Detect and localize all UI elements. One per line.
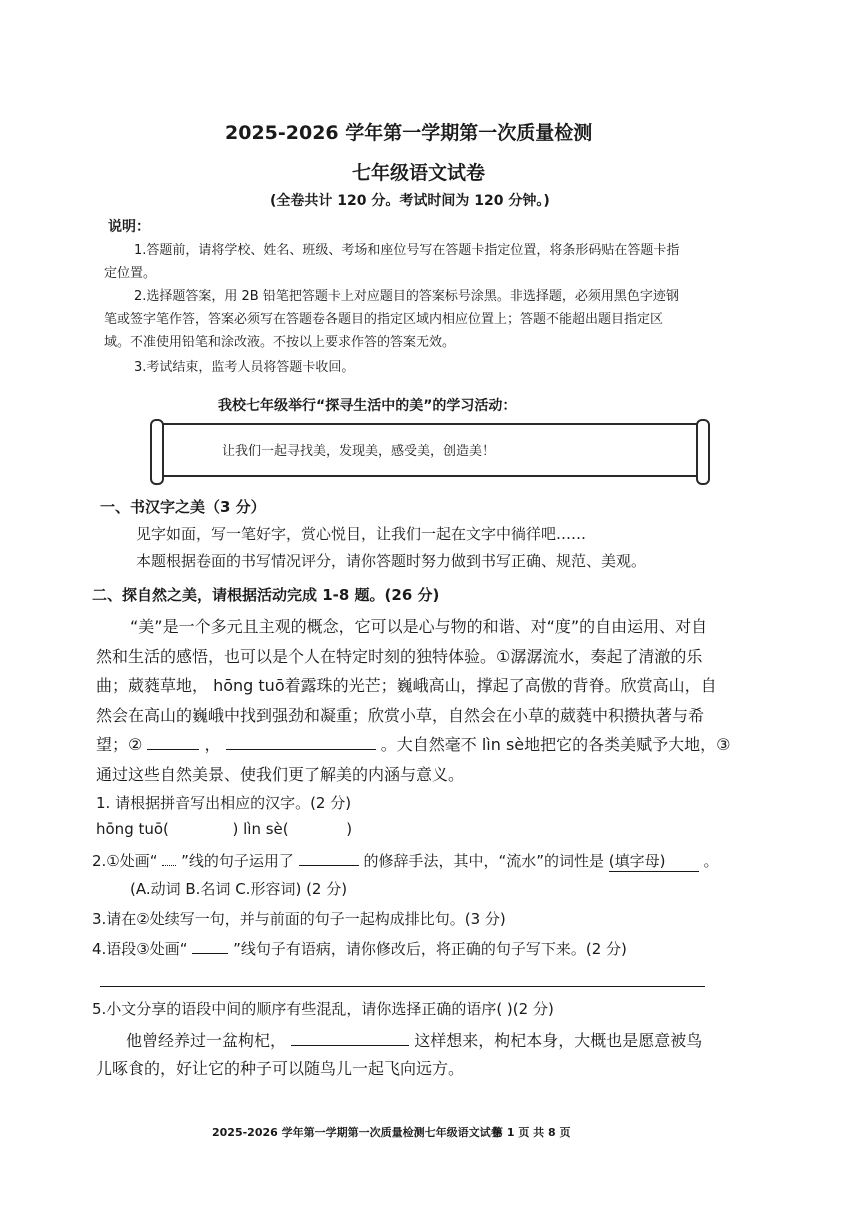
answer-blank-rhetoric[interactable] — [299, 865, 359, 866]
scroll-curl-right — [696, 419, 710, 485]
question-5: 5.小文分享的语段中间的顺序有些混乱，请你选择正确的语序( )(2 分) — [92, 1000, 554, 1018]
instruction-line: 1.答题前，请将学校、姓名、班级、考场和座位号写在答题卡指定位置，将条形码贴在答题卡指 — [134, 243, 680, 258]
question-3: 3.请在②处续写一句，并与前面的句子一起构成排比句。(3 分) — [92, 910, 506, 928]
activity-banner — [158, 423, 702, 477]
section1-heading: 一、书汉字之美（3 分） — [100, 498, 266, 516]
instruction-line: 3.考试结束，监考人员将答题卡收回。 — [134, 360, 355, 375]
section1-line: 见字如面，写一笔好字，赏心悦目，让我们一起在文字中徜徉吧…… — [136, 525, 587, 543]
mark-sample — [192, 953, 228, 954]
exam-note: (全卷共计 120 分。考试时间为 120 分钟。) — [270, 193, 550, 209]
mark-sample — [162, 865, 176, 866]
instructions-label: 说明： — [108, 219, 150, 235]
passage-line-blanks: 望；② ， 。大自然毫不 lìn sè地把它的各类美赋予大地，③ — [96, 735, 731, 754]
footer-text: 2025-2026 学年第一学期第一次质量检测七年级语文试卷 — [212, 1126, 502, 1139]
passage-line: 然会在高山的巍峨中找到强劲和凝重；欣赏小草，自然会在小草的葳蕤中积攒执著与希 — [96, 706, 705, 725]
section2-heading: 二、探自然之美，请根据活动完成 1-8 题。(26 分) — [92, 586, 440, 604]
question-1: 1. 请根据拼音写出相应的汉字。(2 分) — [96, 794, 352, 812]
blank-2a[interactable] — [147, 749, 199, 750]
blank-2b[interactable] — [226, 749, 376, 750]
exam-subtitle: 七年级语文试卷 — [352, 162, 486, 184]
question-5-line: 儿啄食的，好让它的种子可以随鸟儿一起飞向远方。 — [96, 1059, 465, 1078]
section1-line: 本题根据卷面的书写情况评分，请你答题时努力做到书写正确、规范、美观。 — [136, 552, 647, 570]
question-4: 4.语段③处画“ ”线句子有语病，请你修改后，将正确的句子写下来。(2 分) — [92, 940, 627, 958]
instruction-line: 定位置。 — [104, 266, 157, 281]
answer-line-q4[interactable] — [100, 986, 705, 987]
activity-heading: 我校七年级举行“探寻生活中的美”的学习活动： — [218, 398, 517, 414]
passage-line: “美”是一个多元且主观的概念，它可以是心与物的和谐、对“度”的自由运用、对自 — [130, 617, 708, 636]
answer-blank-q5[interactable] — [291, 1045, 409, 1046]
question-5-line: 他曾经养过一盆枸杞， 这样想来，枸杞本身，大概也是愿意被鸟 — [126, 1031, 703, 1050]
footer-page-number: 第 1 页 共 8 页 — [492, 1126, 571, 1139]
question-2: 2.①处画“ ”线的句子运用了 的修辞手法，其中，“流水”的词性是 (填字母) 。 — [92, 852, 719, 870]
instruction-line: 域。不准使用铅笔和涂改液。不按以上要求作答的答案无效。 — [104, 335, 456, 350]
question-2-options: (A.动词 B.名词 C.形容词) (2 分) — [130, 880, 348, 898]
passage-line: 曲；葳蕤草地， hōng tuō着露珠的光芒；巍峨高山，撑起了高傲的背脊。欣赏高山，自 — [96, 676, 717, 695]
answer-blank-pos[interactable]: (填字母) — [609, 850, 699, 872]
question-1-answer-row: hōng tuō( ) lìn sè( ) — [96, 820, 353, 838]
banner-text: 让我们一起寻找美，发现美，感受美，创造美！ — [222, 444, 496, 459]
passage-line: 通过这些自然美景、使我们更了解美的内涵与意义。 — [96, 765, 465, 784]
instruction-line: 2.选择题答案，用 2B 铅笔把答题卡上对应题目的答案标号涂黑。非选择题，必须用黑色字迹钢 — [134, 289, 679, 304]
scroll-curl-left — [150, 419, 164, 485]
passage-line: 然和生活的感悟，也可以是个人在特定时刻的独特体验。①潺潺流水，奏起了清澈的乐 — [96, 647, 703, 666]
instruction-line: 笔或签字笔作答，答案必须写在答题卷各题目的指定区域内相应位置上；答题不能超出题目指定区 — [104, 312, 664, 327]
exam-title: 2025-2026 学年第一学期第一次质量检测 — [225, 122, 593, 144]
